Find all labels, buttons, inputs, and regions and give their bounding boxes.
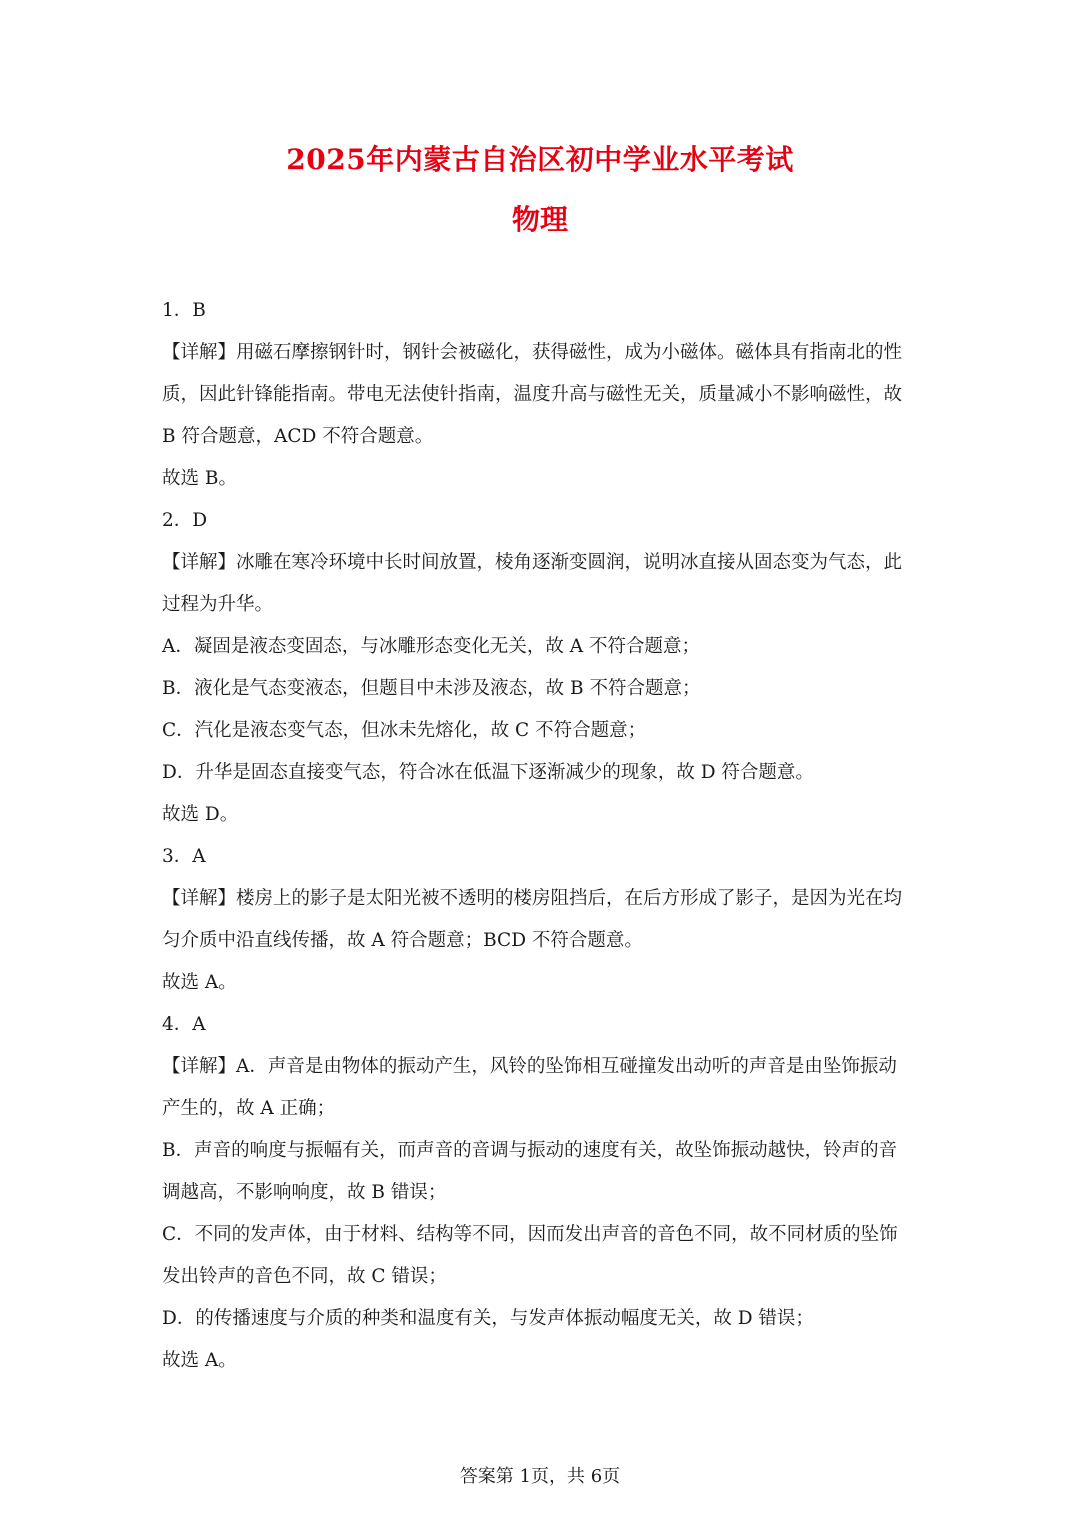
page-title: 2025年内蒙古自治区初中学业水平考试 (286, 143, 794, 176)
answer-body (162, 290, 918, 1382)
option-analysis: D．升华是固态直接变气态，符合冰在低温下逐渐减少的现象，故 D 符合题意。 (162, 762, 814, 783)
choice-conclusion: 故选 B。 (162, 468, 237, 489)
answer-number: 4．A (162, 1014, 206, 1035)
page-footer: 答案第 1页，共 6页 (459, 1466, 621, 1487)
option-analysis: B．液化是气态变液态，但题目中未涉及液态，故 B 不符合题意； (162, 678, 701, 699)
option-analysis: 发出铃声的音色不同，故 C 错误； (162, 1266, 447, 1287)
explanation-line: 过程为升华。 (162, 594, 274, 615)
option-analysis: B．声音的响度与振幅有关，而声音的音调与振动的速度有关，故坠饰振动越快，铃声的音 (162, 1140, 898, 1161)
option-analysis: D．的传播速度与介质的种类和温度有关，与发声体振动幅度无关，故 D 错误； (162, 1308, 814, 1329)
explanation-line: 产生的，故 A 正确； (162, 1098, 336, 1119)
explanation-line: 【详解】冰雕在寒冷环境中长时间放置，棱角逐渐变圆润，说明冰直接从固态变为气态，此 (162, 552, 903, 573)
option-analysis: C．不同的发声体，由于材料、结构等不同，因而发出声音的音色不同，故不同材质的坠饰 (162, 1224, 898, 1245)
choice-conclusion: 故选 A。 (162, 1350, 237, 1371)
choice-conclusion: 故选 A。 (162, 972, 237, 993)
explanation-line: 【详解】A．声音是由物体的振动产生，风铃的坠饰相互碰撞发出动听的声音是由坠饰振动 (162, 1056, 897, 1077)
explanation-line: 质，因此针锋能指南。带电无法使针指南，温度升高与磁性无关，质量减小不影响磁性，故 (162, 384, 903, 405)
explanation-line: 【详解】用磁石摩擦钢针时，钢针会被磁化，获得磁性，成为小磁体。磁体具有指南北的性 (162, 342, 903, 363)
explanation-line: 匀介质中沿直线传播，故 A 符合题意；BCD 不符合题意。 (162, 930, 643, 951)
explanation-line: B 符合题意，ACD 不符合题意。 (162, 426, 434, 447)
option-analysis: C．汽化是液态变气态，但冰未先熔化，故 C 不符合题意； (162, 720, 647, 741)
option-analysis: 调越高，不影响响度，故 B 错误； (162, 1182, 447, 1203)
answer-number: 3．A (162, 846, 206, 867)
explanation-line: 【详解】楼房上的影子是太阳光被不透明的楼房阻挡后，在后方形成了影子，是因为光在均 (162, 888, 903, 909)
answer-number: 2．D (162, 510, 208, 531)
answer-number: 1．B (162, 300, 206, 321)
subject-title: 物理 (511, 203, 568, 236)
choice-conclusion: 故选 D。 (162, 804, 239, 825)
option-analysis: A．凝固是液态变固态，与冰雕形态变化无关，故 A 不符合题意； (162, 636, 700, 657)
